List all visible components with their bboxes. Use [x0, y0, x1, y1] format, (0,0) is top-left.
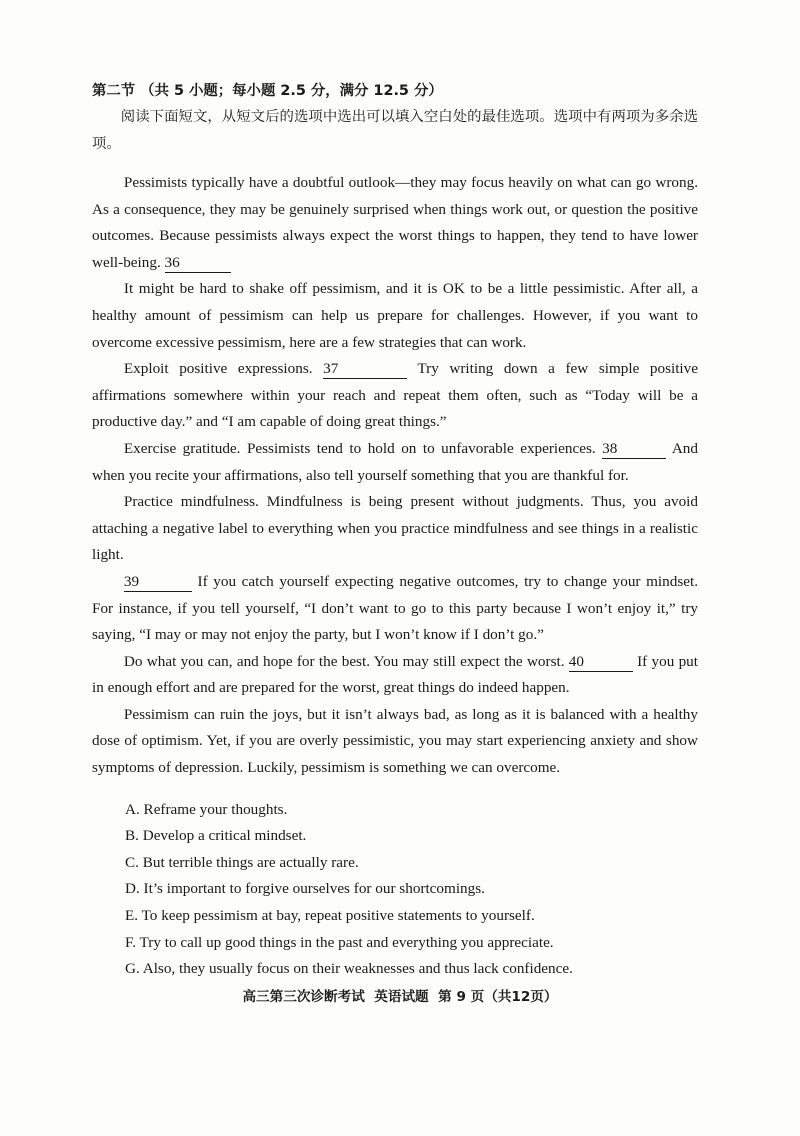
passage-paragraph-4 — [92, 436, 698, 489]
option-e: E. To keep pessimism at bay, repeat positive statements to yourself. — [125, 907, 535, 925]
blank-36: 36 — [165, 253, 231, 273]
blank-39: 39 — [124, 572, 192, 592]
section-title: 第二节 （共 5 小题；每小题 2.5 分，满分 12.5 分） — [92, 83, 443, 99]
option-g: G. Also, they usually focus on their weaknesses and thus lack confidence. — [125, 960, 573, 978]
section-instruction: 阅读下面短文，从短文后的选项中选出可以填入空白处的最佳选项。选项中有两项为多余选项。 — [92, 109, 698, 152]
paragraph-text-after: Try writing down a few simple positive affirmations somewhere within your reach and repeat them often, such as “Today will be a productive day.” and “I am capable of doing great things.” — [92, 360, 698, 431]
option-d: D. It’s important to forgive ourselves for our shortcomings. — [125, 880, 485, 898]
passage-paragraph-6 — [92, 569, 698, 649]
paragraph-text: Practice mindfulness. Mindfulness is being present without judgments. Thus, you avoid attaching a negative label to everything when you practice mindfulness and see things in a realistic light. — [92, 493, 698, 564]
paragraph-text-before: Do what you can, and hope for the best. You may still expect the worst. — [123, 652, 569, 670]
passage-paragraph-1 — [92, 170, 698, 276]
page-footer: 高三第三次诊断考试 英语试题 第 9 页（共12页） — [242, 989, 558, 1005]
answer-options — [92, 797, 698, 983]
page-content — [92, 78, 698, 983]
option-c: C. But terrible things are actually rare. — [125, 853, 359, 871]
paragraph-text: Pessimists typically have a doubtful outlook—they may focus heavily on what can go wrong. As a consequence, they may be genuinely surprised when things work out, or question the positive outcomes. Because pessimists always expect the worst things to happen, they tend to have lower well-being. — [92, 174, 698, 271]
blank-38: 38 — [602, 439, 666, 459]
option-a: A. Reframe your thoughts. — [125, 800, 288, 818]
paragraph-text-before: Exploit positive expressions. — [123, 360, 324, 378]
blank-37: 37 — [323, 359, 407, 379]
passage-paragraph-8 — [92, 702, 698, 782]
paragraph-text: Pessimism can ruin the joys, but it isn’t always bad, as long as it is balanced with a healthy dose of optimism. Yet, if you are overly pessimistic, you may start experiencing anxiety and show symptoms of depression. Luckily, pessimism is something we can overcome. — [92, 705, 698, 777]
paragraph-text-after: If you put in enough effort and are prepared for the worst, great things do indeed happen. — [92, 652, 698, 697]
passage-paragraph-7 — [92, 649, 698, 702]
paragraph-text-before: Exercise gratitude. Pessimists tend to hold on to unfavorable experiences. — [123, 439, 603, 457]
paragraph-text-after: If you catch yourself expecting negative outcomes, try to change your mindset. For instance, if you tell yourself, “I don’t want to go to this party because I won’t enjoy it,” try saying, “I may or may not enjoy the party, but I won’t know if I don’t go.” — [92, 572, 698, 644]
option-b: B. Develop a critical mindset. — [125, 827, 307, 845]
paragraph-text-after: And when you recite your affirmations, also tell yourself something that you are thankful for. — [92, 439, 698, 484]
paragraph-text: It might be hard to shake off pessimism, and it is OK to be a little pessimistic. After all, a healthy amount of pessimism can help us prepare for challenges. However, if you want to overcome excessive pessimism, here are a few strategies that can work. — [92, 280, 698, 351]
passage-paragraph-5 — [92, 489, 698, 569]
option-f: F. Try to call up good things in the past and everything you appreciate. — [125, 933, 554, 951]
reading-passage — [92, 170, 698, 782]
passage-paragraph-2 — [92, 276, 698, 356]
passage-paragraph-3 — [92, 356, 698, 436]
blank-40: 40 — [569, 652, 633, 672]
